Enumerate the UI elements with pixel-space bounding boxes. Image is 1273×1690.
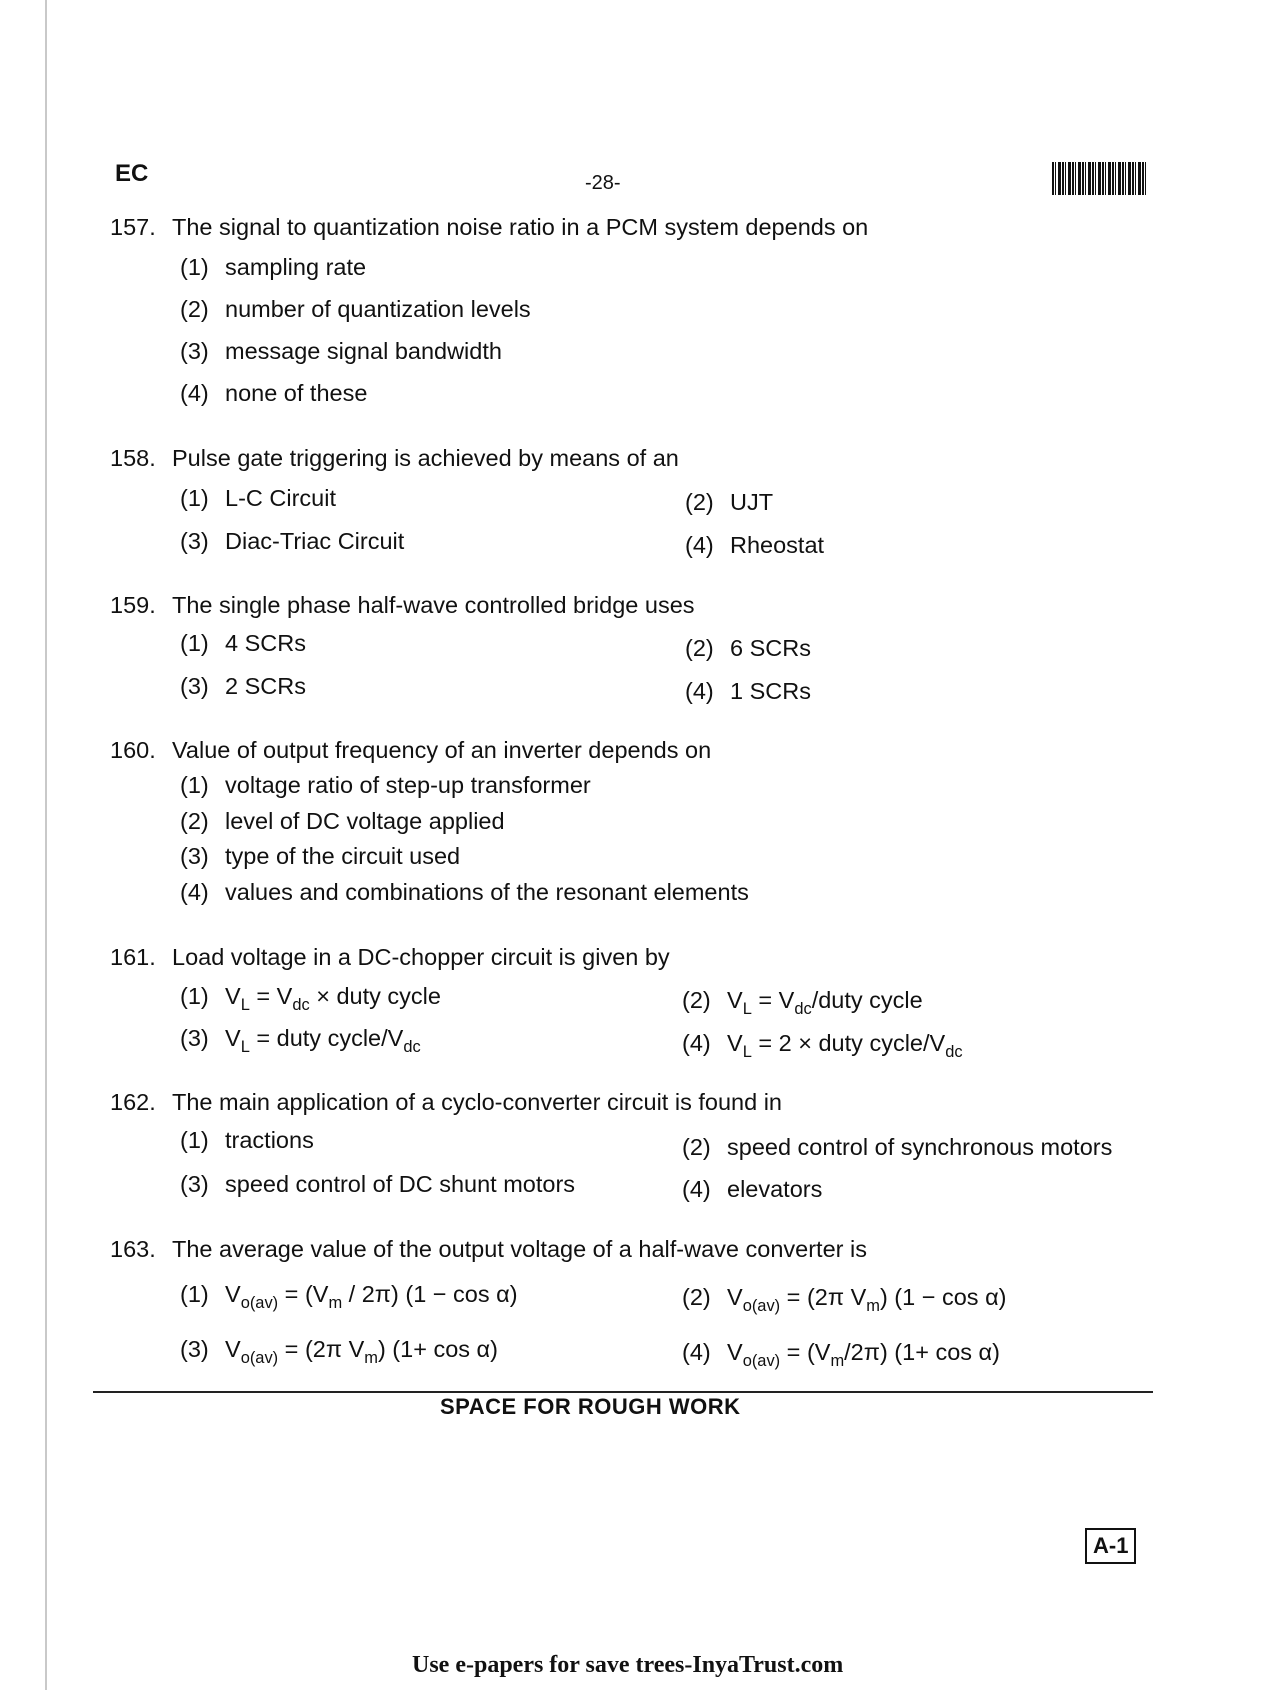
option-162-2: (2) speed control of synchronous motors <box>682 1134 1113 1160</box>
option-162-3: (3) speed control of DC shunt motors <box>180 1171 576 1197</box>
option-158-3: (3) Diac-Triac Circuit <box>180 528 405 554</box>
footer-text: Use e-papers for save trees-InyaTrust.com <box>412 1652 844 1678</box>
option-162-4: (4) elevators <box>682 1176 823 1202</box>
option-161-2: (2) $V_L$ = $V_{dc}$/duty cycle <box>682 987 923 1018</box>
option-158-4: (4) Rheostat <box>685 532 825 558</box>
option-159-4: (4) 1 SCRs <box>685 678 811 704</box>
question-162: 162. The main application of a cyclo-converter circuit is found in <box>110 1089 782 1115</box>
option-160-3: (3) type of the circuit used <box>180 843 461 869</box>
question-158: 158. Pulse gate triggering is achieved by means of an <box>110 445 679 471</box>
question-157 <box>110 214 868 241</box>
question-text: The signal to quantization noise ratio in a PCM system depends on <box>172 214 869 240</box>
page-number: -28- <box>585 172 621 194</box>
option-162-1: (1) tractions <box>180 1127 314 1153</box>
option-157-2: (2) number of quantization levels <box>180 296 531 322</box>
option-157-3: (3) message signal bandwidth <box>180 338 502 364</box>
option-163-4: (4) $V_{o(av)} = (V_m/2\pi)$ (1+ cos α) <box>682 1339 1000 1370</box>
set-code-badge: A-1 <box>1085 1528 1136 1564</box>
question-161: 161. Load voltage in a DC-chopper circuit is given by <box>110 944 670 970</box>
option-159-1: (1) 4 SCRs <box>180 630 306 656</box>
rough-work-divider <box>93 1391 1153 1393</box>
option-157-4: (4) none of these <box>180 380 368 406</box>
option-163-3: (3) $V_{o(av)} = (2\pi$ $V_m$) (1+ cos α) <box>180 1336 498 1367</box>
question-159: 159. The single phase half-wave controlled bridge uses <box>110 592 695 618</box>
rough-work-label: SPACE FOR ROUGH WORK <box>440 1394 741 1419</box>
subject-code: EC <box>115 160 149 187</box>
question-number: 157. <box>110 214 156 240</box>
option-160-1: (1) voltage ratio of step-up transformer <box>180 772 591 798</box>
option-158-1: (1) L-C Circuit <box>180 485 336 511</box>
option-160-4: (4) values and combinations of the resonant elements <box>180 879 749 905</box>
option-159-2: (2) 6 SCRs <box>685 635 811 661</box>
option-161-3: (3) $V_L$ = duty cycle/$V_{dc}$ <box>180 1025 421 1056</box>
option-163-1: (1) $V_{o(av)} = (V_m / 2\pi) (1 - \cos \alpha)$ <box>180 1281 518 1312</box>
question-160: 160. Value of output frequency of an inverter depends on <box>110 737 712 763</box>
option-159-3: (3) 2 SCRs <box>180 673 306 699</box>
option-161-4: (4) $V_L = 2$ × duty cycle/$V_{dc}$ <box>682 1030 963 1061</box>
page-margin-line <box>45 0 47 1690</box>
option-158-2: (2) UJT <box>685 489 774 515</box>
option-163-2: (2) $V_{o(av)} = (2\pi$ $V_m$) (1 − cos α) <box>682 1284 1007 1315</box>
option-160-2: (2) level of DC voltage applied <box>180 808 505 834</box>
option-161-1: (1) $V_L = V_{dc}$ × duty cycle <box>180 983 441 1014</box>
option-157-1: (1) sampling rate <box>180 254 367 280</box>
barcode-icon <box>1052 162 1146 195</box>
question-163: 163. The average value of the output voltage of a half-wave converter is <box>110 1236 867 1262</box>
